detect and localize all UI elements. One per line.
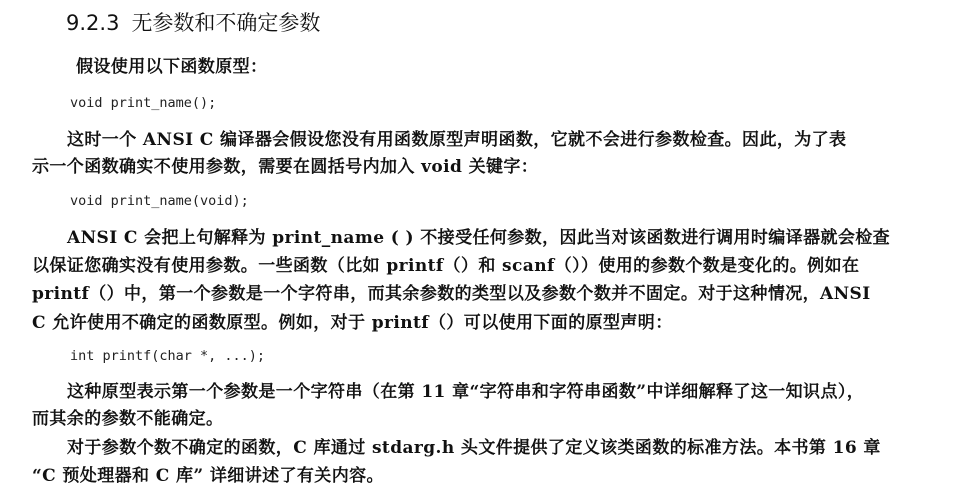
paragraph-line: 假设使用以下函数原型： [76, 57, 268, 77]
paragraph-line: 以保证您确实没有使用参数。一些函数（比如 printf（）和 scanf（））使用的参数个数是变化的。例如在 [32, 256, 860, 276]
section-heading [66, 8, 320, 38]
section-number: 9.2.3 [66, 11, 120, 35]
section-title: 无参数和不确定参数 [131, 11, 321, 35]
paragraph-line: 示一个函数确实不使用参数，需要在圆括号内加入 void 关键字： [32, 157, 539, 177]
paragraph-line: “C 预处理器和 C 库” 详细讲述了有关内容。 [32, 466, 384, 486]
paragraph-line: 这种原型表示第一个参数是一个字符串（在第 11 章“字符串和字符串函数”中详细解释了这一知识点）， [67, 382, 865, 402]
paragraph-line: 对于参数个数不确定的函数，C 库通过 stdarg.h 头文件提供了定义该类函数的标准方法。本书第 16 章 [67, 438, 881, 458]
paragraph-line: 而其余的参数不能确定。 [32, 409, 224, 429]
code-line: void print_name(); [70, 95, 217, 111]
paragraph-line: C 允许使用不确定的函数原型。例如，对于 printf（）可以使用下面的原型声明： [32, 313, 673, 333]
code-line: int printf(char *, ...); [70, 348, 266, 364]
paragraph-line: ANSI C 会把上句解释为 print_name ( ) 不接受任何参数，因此当对该函数进行调用时编译器就会检查 [67, 228, 891, 248]
code-line: void print_name(void); [70, 193, 249, 209]
paragraph-line: 这时一个 ANSI C 编译器会假设您没有用函数原型声明函数，它就不会进行参数检查。因此，为了表 [67, 130, 847, 150]
paragraph-line: printf（）中，第一个参数是一个字符串，而其余参数的类型以及参数个数并不固定。对于这种情况，ANSI [32, 284, 871, 304]
